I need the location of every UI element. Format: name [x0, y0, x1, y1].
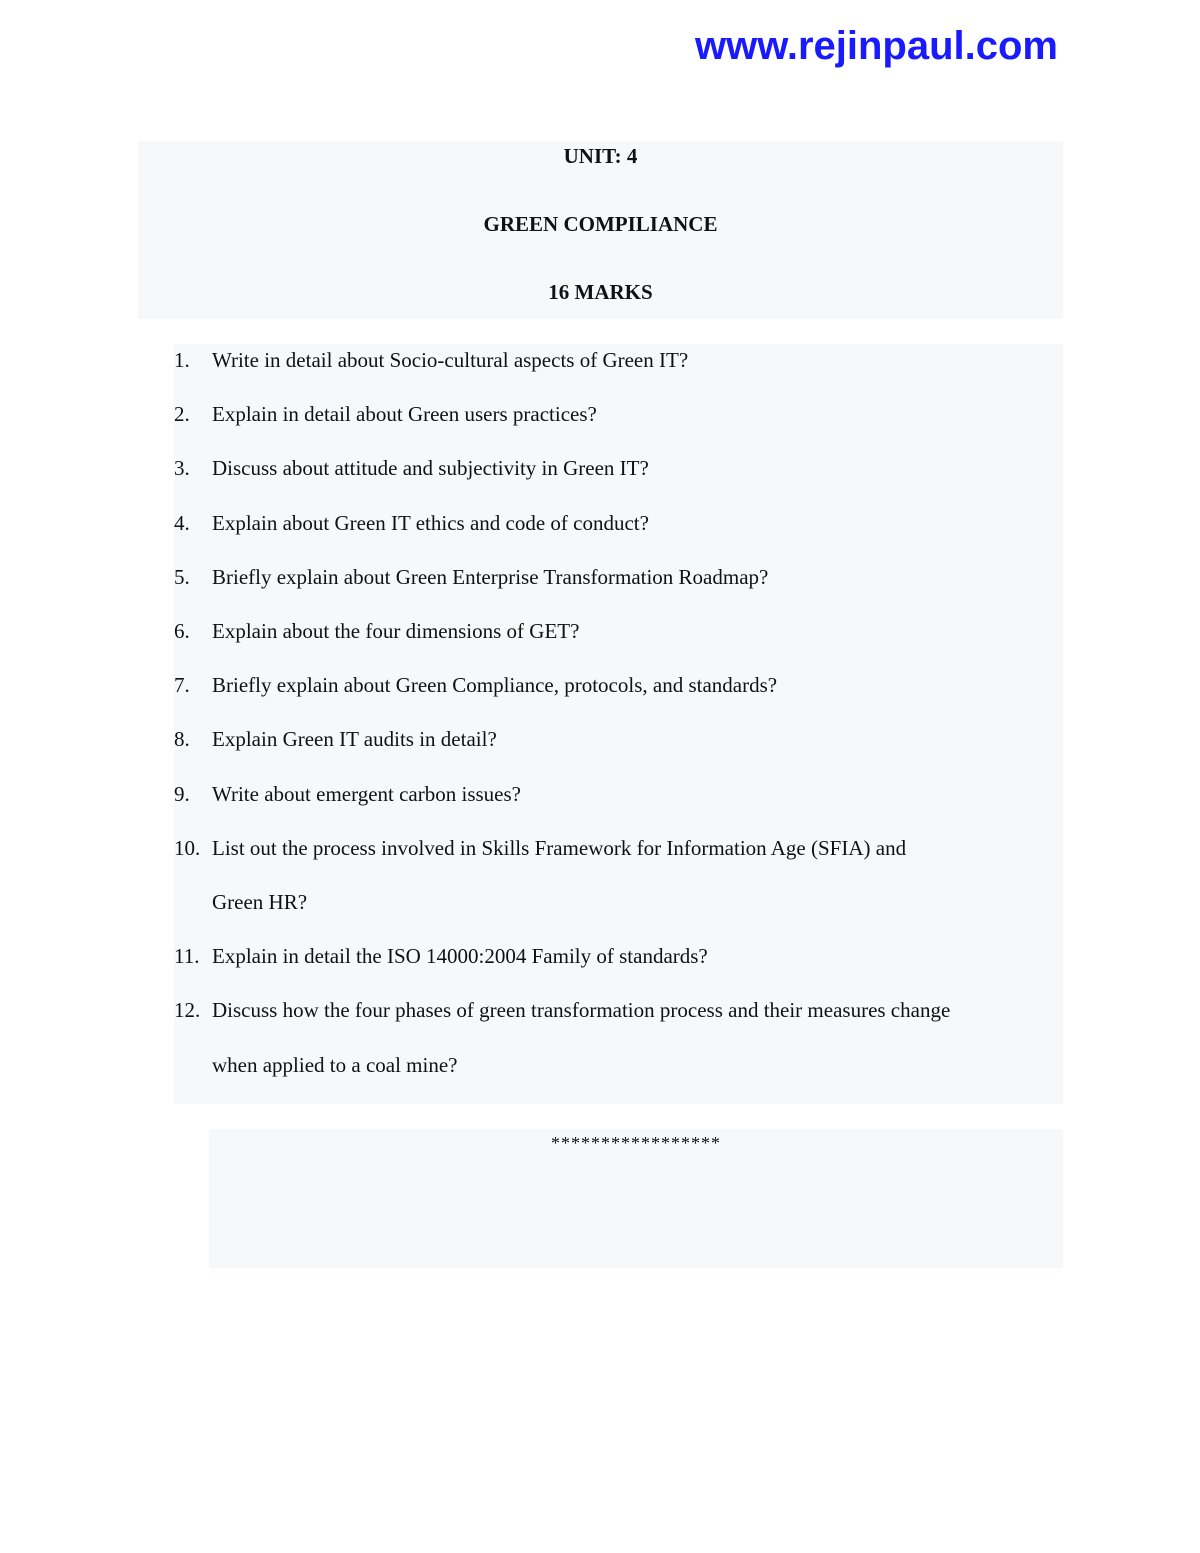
list-item: [174, 511, 1063, 536]
list-item: [174, 998, 1063, 1023]
list-item: [174, 782, 1063, 807]
question-list: [174, 344, 1063, 1104]
question-text: Write in detail about Socio-cultural aspects of Green IT?: [212, 348, 689, 372]
document-header: [138, 141, 1063, 319]
document-title: GREEN COMPILIANCE: [483, 212, 718, 236]
footer-stars: *****************: [551, 1133, 721, 1153]
unit-heading: UNIT: 4: [563, 144, 638, 168]
list-item: [174, 619, 1063, 644]
list-item: [174, 348, 1063, 373]
question-text: Write about emergent carbon issues?: [212, 782, 521, 806]
list-item: [174, 944, 1063, 969]
question-text-continued: Green HR?: [212, 890, 308, 914]
footer-block: [209, 1129, 1063, 1268]
question-text: Explain in detail the ISO 14000:2004 Family of standards?: [212, 944, 708, 968]
question-number: 10.: [174, 836, 201, 860]
list-item: [174, 836, 1063, 861]
question-number: 12.: [174, 998, 201, 1022]
list-item: [174, 565, 1063, 590]
question-number: 9.: [174, 782, 190, 806]
question-text: Explain about the four dimensions of GET?: [212, 619, 580, 643]
question-number: 4.: [174, 511, 190, 535]
question-text: Explain in detail about Green users practices?: [212, 402, 597, 426]
site-watermark: www.rejinpaul.com: [694, 24, 1058, 68]
marks-heading: 16 MARKS: [548, 280, 653, 304]
question-text: Explain Green IT audits in detail?: [212, 727, 497, 751]
list-item: [174, 673, 1063, 698]
question-number: 2.: [174, 402, 190, 426]
question-text: Briefly explain about Green Compliance, protocols, and standards?: [212, 673, 778, 697]
list-item: [174, 727, 1063, 752]
question-text-continued: when applied to a coal mine?: [212, 1053, 458, 1077]
question-number: 11.: [174, 944, 200, 968]
question-number: 6.: [174, 619, 190, 643]
question-text: Briefly explain about Green Enterprise Transformation Roadmap?: [212, 565, 769, 589]
question-number: 1.: [174, 348, 190, 372]
list-item: [174, 402, 1063, 427]
list-item: [174, 456, 1063, 481]
question-text: Discuss about attitude and subjectivity in Green IT?: [212, 456, 649, 480]
question-number: 8.: [174, 727, 190, 751]
question-number: 7.: [174, 673, 190, 697]
question-number: 3.: [174, 456, 190, 480]
question-text: List out the process involved in Skills Framework for Information Age (SFIA) and: [212, 836, 907, 860]
question-text: Discuss how the four phases of green transformation process and their measures change: [212, 998, 951, 1022]
question-text: Explain about Green IT ethics and code of conduct?: [212, 511, 649, 535]
question-number: 5.: [174, 565, 190, 589]
